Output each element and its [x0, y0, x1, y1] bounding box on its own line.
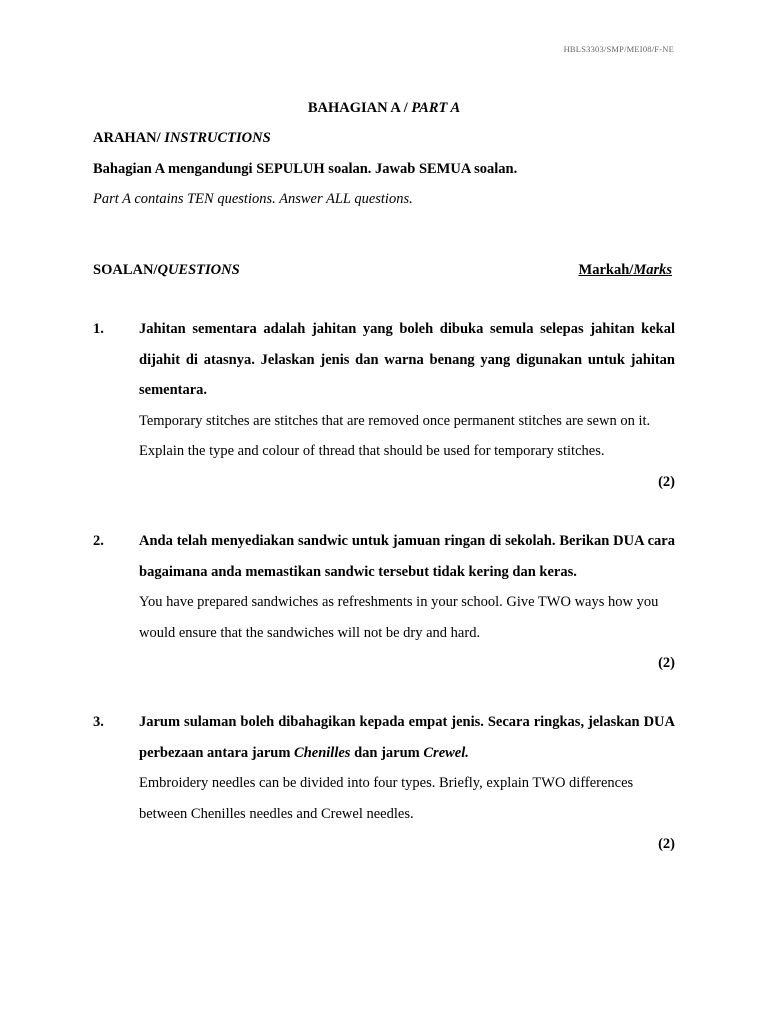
marks-column-label [579, 262, 672, 279]
question-text-english: Embroidery needles can be divided into four types. Briefly, explain TWO differences between Chenilles needles and Crewel needles. [139, 775, 634, 822]
question-body [139, 707, 675, 860]
question-number: 3. [93, 714, 104, 730]
question-text-malay [139, 707, 675, 768]
questions-label-english: QUESTIONS [157, 262, 240, 278]
question-number: 1. [93, 321, 104, 337]
part-heading [0, 100, 768, 117]
question-text-malay-part1: Jarum sulaman boleh dibahagikan kepada empat jenis. Secara ringkas, jelaskan DUA perbezaan antara jarum [139, 714, 675, 761]
instructions-malay: Bahagian A mengandungi SEPULUH soalan. Jawab SEMUA soalan. [93, 161, 518, 177]
document-code: HBLS3303/SMP/MEI08/F-NE [563, 44, 674, 54]
instructions-english: Part A contains TEN questions. Answer ALL questions. [93, 191, 413, 207]
questions-label-malay: SOALAN/ [93, 262, 158, 278]
part-heading-malay: BAHAGIAN A / [307, 100, 412, 116]
question-text-malay: Jahitan sementara adalah jahitan yang boleh dibuka semula selepas jahitan kekal dijahit di atasnya. Jelaskan jenis dan warna benang yang digunakan untuk jahitan sementara. [139, 321, 675, 398]
marks-label-english: Marks [633, 262, 672, 278]
question-marks: (2) [658, 473, 675, 490]
part-heading-english: PART A [411, 100, 461, 116]
questions-column-label [93, 262, 240, 279]
question-text-malay-part2: dan jarum [350, 744, 424, 761]
question-marks: (2) [658, 836, 675, 852]
question-text-english: You have prepared sandwiches as refreshments in your school. Give TWO ways how you would ensure that the sandwiches will not be dry and hard. [139, 594, 659, 641]
question-text-malay: Anda telah menyediakan sandwic untuk jamuan ringan di sekolah. Berikan DUA cara bagaimana anda memastikan sandwic tersebut tidak kering dan keras. [139, 533, 675, 580]
marks-label-malay: Markah/ [578, 262, 634, 278]
term-chenilles: Chenilles [294, 744, 351, 761]
instructions-heading [93, 130, 271, 147]
question-number: 2. [93, 533, 104, 549]
question-body [139, 314, 675, 497]
instructions-heading-english: INSTRUCTIONS [164, 130, 271, 146]
instructions-heading-malay: ARAHAN/ [93, 130, 165, 146]
question-marks: (2) [658, 655, 675, 671]
question-text-english: Temporary stitches are stitches that are removed once permanent stitches are sewn on it. Explain the type and colour of thread that should be used for temporary stitches. [139, 412, 651, 459]
question-body [139, 526, 675, 679]
term-crewel: Crewel. [423, 744, 469, 761]
